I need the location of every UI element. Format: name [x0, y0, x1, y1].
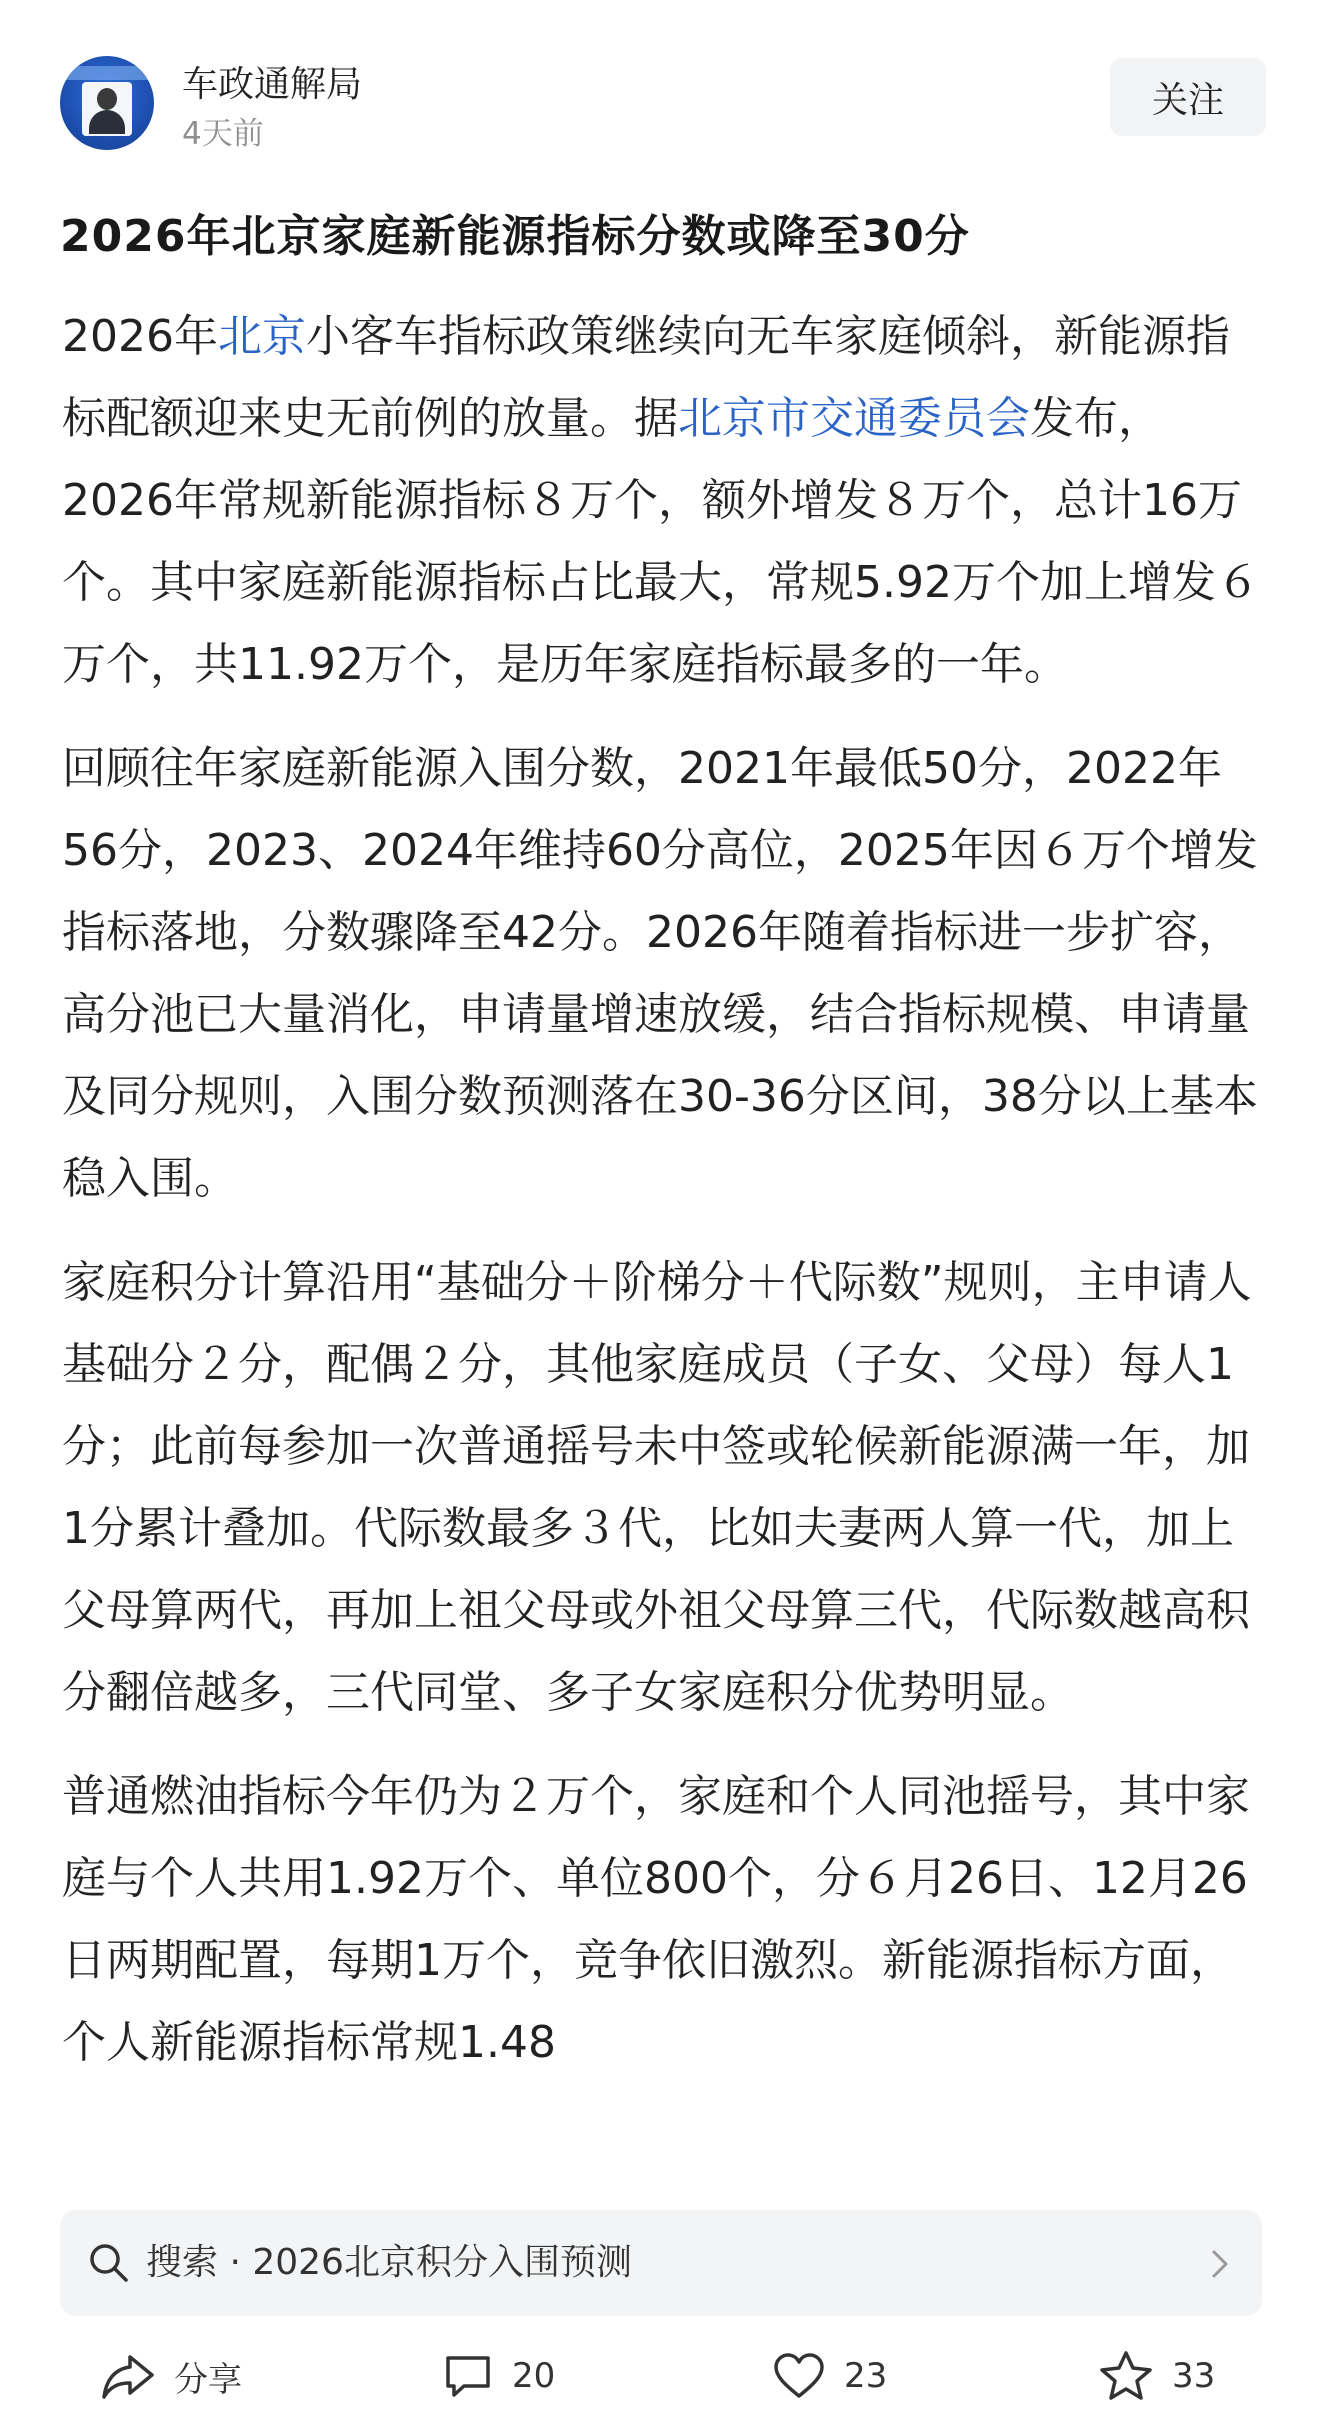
- paragraph-text: 2026年: [62, 311, 218, 362]
- chevron-right-icon: [1210, 2248, 1230, 2280]
- share-icon: [100, 2351, 156, 2401]
- inline-link[interactable]: 北京市交通委员会: [678, 393, 1030, 444]
- share-label: 分享: [174, 2359, 242, 2400]
- post-title: 2026年北京家庭新能源指标分数或降至30分: [60, 211, 970, 262]
- like-count: 23: [844, 2356, 888, 2396]
- favorite-button[interactable]: [1098, 2330, 1215, 2422]
- heart-icon: [772, 2352, 826, 2400]
- author-avatar[interactable]: [60, 56, 154, 150]
- paragraph-text: 小客车指标政策继续向无车家庭倾斜，新能源指标配额迎来史无前例的放量。据: [62, 311, 1230, 444]
- comment-button[interactable]: [442, 2330, 555, 2422]
- search-suggestion-text: 搜索 · 2026北京积分入围预测: [146, 2242, 632, 2283]
- paragraph-text: 发布，2026年常规新能源指标８万个，额外增发８万个，总计16万个。其中家庭新能源指标占比最大，常规5.92万个加上增发６万个，共11.92万个，是历年家庭指标最多的一年。: [62, 393, 1260, 690]
- paragraph-text: 家庭积分计算沿用“基础分＋阶梯分＋代际数”规则，主申请人基础分２分，配偶２分，其他家庭成员（子女、父母）每人1分；此前每参加一次普通摇号未中签或轮候新能源满一年，加1分累计叠加。代际数最多３代，比如夫妻两人算一代，加上父母算两代，再加上祖父母或外祖父母算三代，代际数越高积分翻倍越多，三代同堂、多子女家庭积分优势明显。: [62, 1257, 1252, 1718]
- post-body: [62, 296, 1262, 2180]
- comment-icon: [442, 2352, 494, 2400]
- paragraph-text: 普通燃油指标今年仍为２万个，家庭和个人同池摇号，其中家庭与个人共用1.92万个、单位800个，分６月26日、12月26日两期配置，每期1万个，竞争依旧激烈。新能源指标方面，个人新能源指标常规1.48: [62, 1771, 1250, 2068]
- related-search-bar[interactable]: [60, 2210, 1262, 2316]
- inline-link[interactable]: 北京: [217, 311, 306, 362]
- paragraph-text: 回顾往年家庭新能源入围分数，2021年最低50分，2022年56分，2023、2024年维持60分高位，2025年因６万个增发指标落地，分数骤降至42分。2026年随着指标进一步扩容，高分池已大量消化，申请量增速放缓，结合指标规模、申请量及同分规则，入围分数预测落在30-36分区间，38分以上基本稳入围。: [62, 743, 1258, 1204]
- action-bar: [0, 2330, 1320, 2422]
- post-paragraph: [62, 1242, 1262, 1734]
- post-paragraph: [62, 1756, 1262, 2084]
- comment-count: 20: [512, 2356, 556, 2396]
- search-icon: [88, 2242, 130, 2284]
- favorite-count: 33: [1172, 2356, 1216, 2396]
- post-time: 4天前: [182, 116, 264, 152]
- star-icon: [1098, 2349, 1154, 2403]
- post-paragraph: [62, 296, 1262, 706]
- follow-button[interactable]: 关注: [1110, 58, 1266, 136]
- share-button[interactable]: [100, 2330, 242, 2422]
- post-header: [60, 52, 1266, 152]
- like-button[interactable]: [772, 2330, 887, 2422]
- post-paragraph: [62, 728, 1262, 1220]
- author-name[interactable]: 车政通解局: [182, 64, 363, 105]
